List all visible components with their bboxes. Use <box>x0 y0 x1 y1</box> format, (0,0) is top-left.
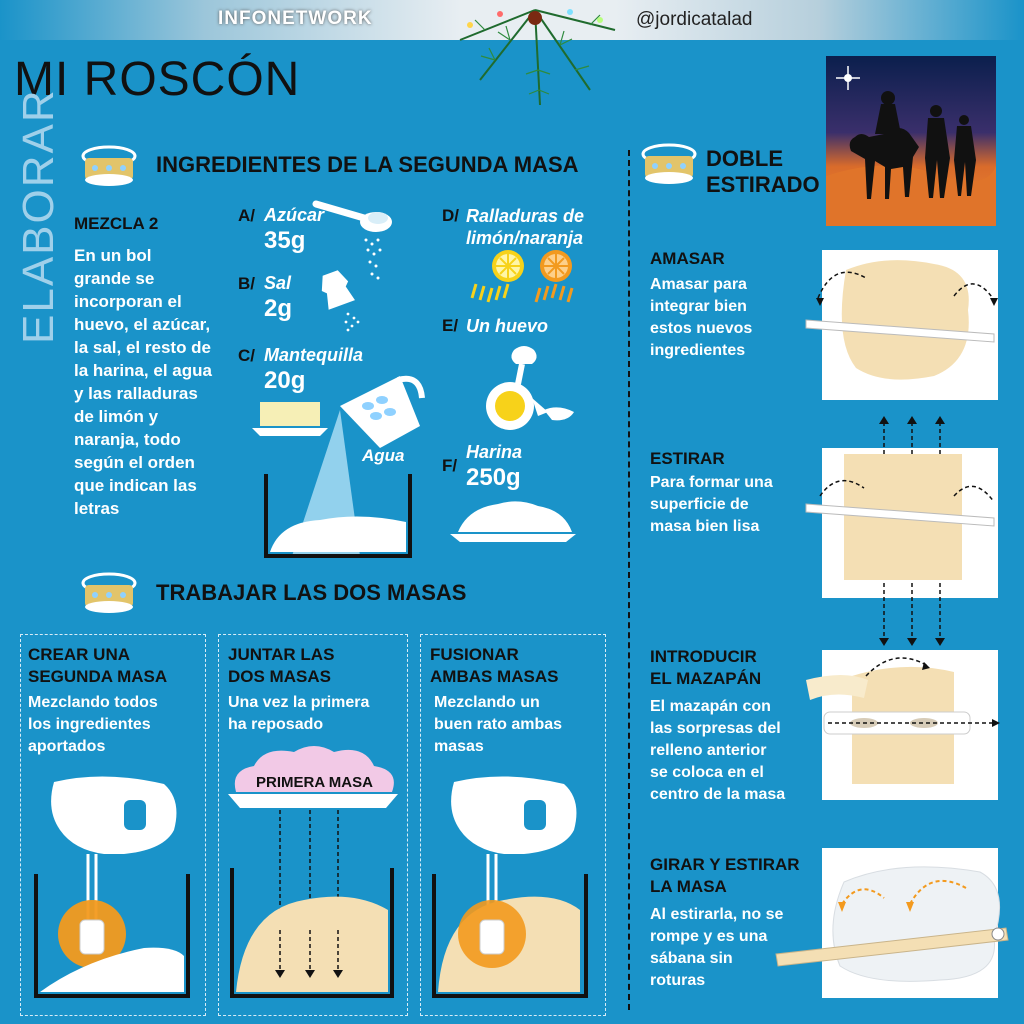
card-text-line: Mezclando todos <box>28 694 158 711</box>
ingredient-b-letter: B/ <box>238 274 255 293</box>
step-text-line: las sorpresas del <box>650 720 781 737</box>
mix-text-line: y las ralladuras <box>74 384 198 403</box>
ingredient-e-name: Un huevo <box>466 316 549 336</box>
ingredient-f-letter: F/ <box>442 456 458 475</box>
card-fuse-title <box>430 644 558 688</box>
ingredient-c-amount: 20g <box>264 367 306 394</box>
ingredient-f-amount: 250g <box>466 464 521 491</box>
mix-text-line: incorporan el <box>74 292 182 311</box>
mix-text-line: de limón y <box>74 407 159 426</box>
ingredient-a-amount: 35g <box>264 227 306 254</box>
card-join-title <box>228 644 334 688</box>
mix-text-line: grande se <box>74 269 155 288</box>
three-kings-image <box>826 56 996 226</box>
mix-text-line: naranja, todo <box>74 430 181 449</box>
ingredient-d-name <box>466 205 584 249</box>
step-title-line: ESTIRAR <box>650 449 725 468</box>
step-text-line: roturas <box>650 972 706 989</box>
card-text-line: los ingredientes <box>28 716 151 733</box>
ingredient-d-letter: D/ <box>442 206 459 225</box>
step-turn-text <box>650 904 783 992</box>
card-text-line: ha reposado <box>228 716 324 733</box>
citrus-zest-icon <box>462 248 592 312</box>
step-title-line: EL MAZAPÁN <box>650 669 762 688</box>
double-heading-line-2: ESTIRADO <box>706 172 820 197</box>
card-text-line: Una vez la primera <box>228 694 370 711</box>
card-title-line: AMBAS MASAS <box>430 667 559 686</box>
ingredient-d-name-line: limón/naranja <box>466 228 584 248</box>
step-stretch-title <box>650 448 725 470</box>
stretch-dough-rolling-pin-icon <box>804 410 1004 650</box>
mix-text-line: que indican las <box>74 476 197 495</box>
double-heading-line-1: DOBLE <box>706 146 783 171</box>
mix-text-line: letras <box>74 499 120 518</box>
double-heading <box>706 146 820 198</box>
mixing-bowl-icon <box>260 472 420 564</box>
page-title: MI ROSCÓN <box>14 53 301 106</box>
card-title-line: FUSIONAR <box>430 645 519 664</box>
step-text-line: masa bien lisa <box>650 518 760 535</box>
mix-title: MEZCLA 2 <box>74 214 159 233</box>
card-fuse-text <box>434 692 562 758</box>
mix-text-line: la sal, el resto de <box>74 338 212 357</box>
step-stretch-text <box>650 472 773 538</box>
card-text-line: masas <box>434 738 484 755</box>
step-marzipan-title <box>650 646 761 690</box>
step-title-line: GIRAR Y ESTIRAR <box>650 855 800 874</box>
step-marzipan-text <box>650 696 785 806</box>
step-text-line: relleno anterior <box>650 742 767 759</box>
card-create-title <box>28 644 167 688</box>
ingredients-heading: INGREDIENTES DE LA SEGUNDA MASA <box>156 152 579 177</box>
work-heading: TRABAJAR LAS DOS MASAS <box>156 580 467 605</box>
step-title-line: AMASAR <box>650 249 725 268</box>
step-text-line: estos nuevos <box>650 320 753 337</box>
card-text-line: buen rato ambas <box>434 716 563 733</box>
mix-text-line: huevo, el azúcar, <box>74 315 211 334</box>
step-knead-text <box>650 274 752 362</box>
mix-text-line: la harina, el agua <box>74 361 212 380</box>
mix-text <box>74 244 224 520</box>
ingredient-a-name: Azúcar <box>264 205 325 225</box>
card-title-line: CREAR UNA <box>28 645 130 664</box>
step-text-line: ingredientes <box>650 342 746 359</box>
card-join-text <box>228 692 369 736</box>
ingredient-b-name: Sal <box>264 273 292 293</box>
ingredient-b-amount: 2g <box>264 295 293 322</box>
card-title-line: DOS MASAS <box>228 667 331 686</box>
hand-mixer-bowl-icon <box>24 770 202 1010</box>
card-title-line: SEGUNDA MASA <box>28 667 168 686</box>
marzipan-dough-icon <box>804 650 1004 800</box>
step-text-line: sábana sin <box>650 950 733 967</box>
card-text-line: Mezclando un <box>434 694 540 711</box>
ingredient-c-letter: C/ <box>238 346 255 365</box>
step-text-line: Amasar para <box>650 276 747 293</box>
step-text-line: rompe y es una <box>650 928 768 945</box>
mix-text-line: según el orden <box>74 453 195 472</box>
ingredient-a-letter: A/ <box>238 206 255 225</box>
hand-mixer-dough-icon <box>424 770 602 1010</box>
step-text-line: superficie de <box>650 496 749 513</box>
card-text-line: aportados <box>28 738 106 755</box>
first-dough-label: PRIMERA MASA <box>256 774 373 791</box>
knead-dough-rolling-pin-icon <box>804 250 1004 400</box>
crown-icon <box>80 138 138 190</box>
card-title-line: JUNTAR LAS <box>228 645 335 664</box>
step-text-line: Al estirarla, no se <box>650 906 784 923</box>
step-text-line: Para formar una <box>650 474 773 491</box>
ingredient-e-letter: E/ <box>442 316 459 335</box>
step-text-line: El mazapán con <box>650 698 771 715</box>
step-knead-title <box>650 248 725 270</box>
card-create-text <box>28 692 158 758</box>
water-label: Agua <box>362 446 405 465</box>
step-title-line: INTRODUCIR <box>650 647 757 666</box>
flour-plate-icon <box>448 494 578 546</box>
pine-branch-decoration <box>440 0 630 110</box>
ingredient-d-name-line: Ralladuras de <box>466 206 585 226</box>
crown-icon <box>640 136 698 188</box>
turn-dough-rolling-pin-icon <box>770 848 1020 998</box>
step-text-line: centro de la masa <box>650 786 786 803</box>
crown-icon <box>80 565 138 617</box>
ingredient-c-name: Mantequilla <box>264 345 364 365</box>
step-title-line: LA MASA <box>650 877 727 896</box>
step-text-line: integrar bien <box>650 298 747 315</box>
author-handle: @jordicatalad <box>636 9 753 30</box>
step-text-line: se coloca en el <box>650 764 764 781</box>
salt-shaker-icon <box>318 264 368 334</box>
mix-text-line: En un bol <box>74 246 152 265</box>
egg-icon <box>480 340 580 440</box>
column-divider <box>628 150 630 1010</box>
ingredient-f-name: Harina <box>466 442 523 462</box>
side-label: ELABORAR <box>14 88 63 344</box>
brand-name: INFONETWORK <box>218 8 373 29</box>
